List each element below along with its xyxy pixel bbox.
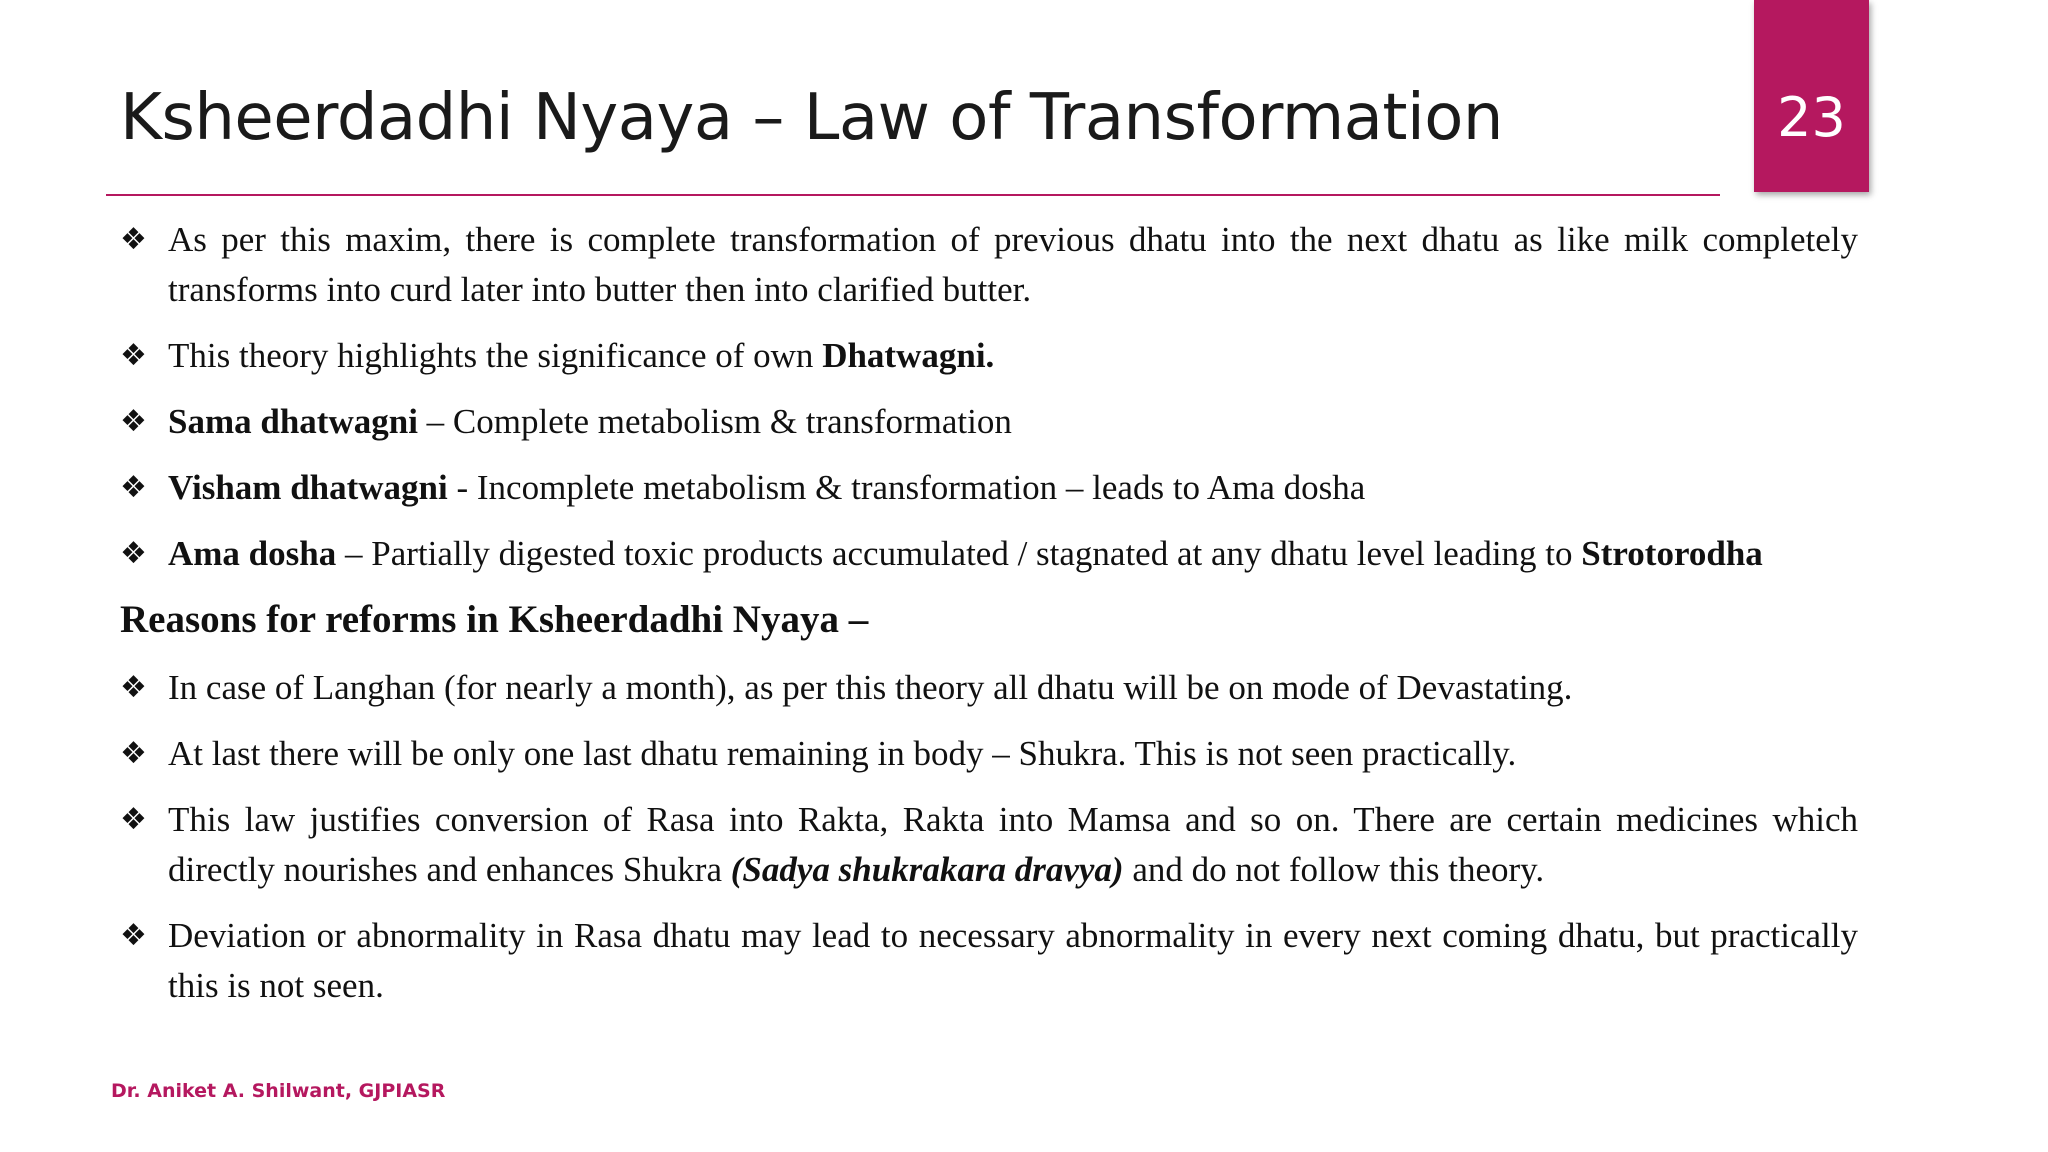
diamond-bullet-icon: ❖ [120, 470, 147, 505]
bullet-item: ❖ This law justifies conversion of Rasa into Rakta, Rakta into Mamsa and so on. There are certain medicines which directly nourishes and enhances Shukra (Sadya shukrakara dravya) and do not follow this theory. [120, 795, 1858, 895]
page-number: 23 [1777, 86, 1846, 149]
bullet-item: ❖ In case of Langhan (for nearly a month), as per this theory all dhatu will be on mode of Devastating. [120, 663, 1858, 713]
bullet-item: ❖ At last there will be only one last dhatu remaining in body – Shukra. This is not seen practically. [120, 729, 1858, 779]
bullet-item: ❖ This theory highlights the significance of own Dhatwagni. [120, 331, 1858, 381]
bullet-item: ❖ Ama dosha – Partially digested toxic products accumulated / stagnated at any dhatu level leading to Strotorodha [120, 529, 1858, 579]
diamond-bullet-icon: ❖ [120, 670, 147, 705]
diamond-bullet-icon: ❖ [120, 918, 147, 953]
diamond-bullet-icon: ❖ [120, 338, 147, 373]
bullet-item: ❖ Visham dhatwagni - Incomplete metabolism & transformation – leads to Ama dosha [120, 463, 1858, 513]
author-footer: Dr. Aniket A. Shilwant, GJPIASR [111, 1080, 446, 1102]
bullet-item: ❖ Deviation or abnormality in Rasa dhatu may lead to necessary abnormality in every next coming dhatu, but practically this is not seen. [120, 911, 1858, 1011]
bullet-item: ❖ Sama dhatwagni – Complete metabolism & transformation [120, 397, 1858, 447]
diamond-bullet-icon: ❖ [120, 536, 147, 571]
diamond-bullet-icon: ❖ [120, 222, 147, 257]
slide-title: Ksheerdadhi Nyaya – Law of Transformation [120, 81, 1503, 155]
reasons-heading: Reasons for reforms in Ksheerdadhi Nyaya – [120, 598, 869, 641]
bullet-item: ❖ As per this maxim, there is complete transformation of previous dhatu into the next dhatu as like milk completely transforms into curd later into butter then into clarified butter. [120, 215, 1858, 315]
diamond-bullet-icon: ❖ [120, 736, 147, 771]
title-divider [106, 194, 1720, 196]
slide-content [120, 215, 1858, 1027]
diamond-bullet-icon: ❖ [120, 404, 147, 439]
diamond-bullet-icon: ❖ [120, 802, 147, 837]
page-number-tab [1754, 0, 1869, 192]
